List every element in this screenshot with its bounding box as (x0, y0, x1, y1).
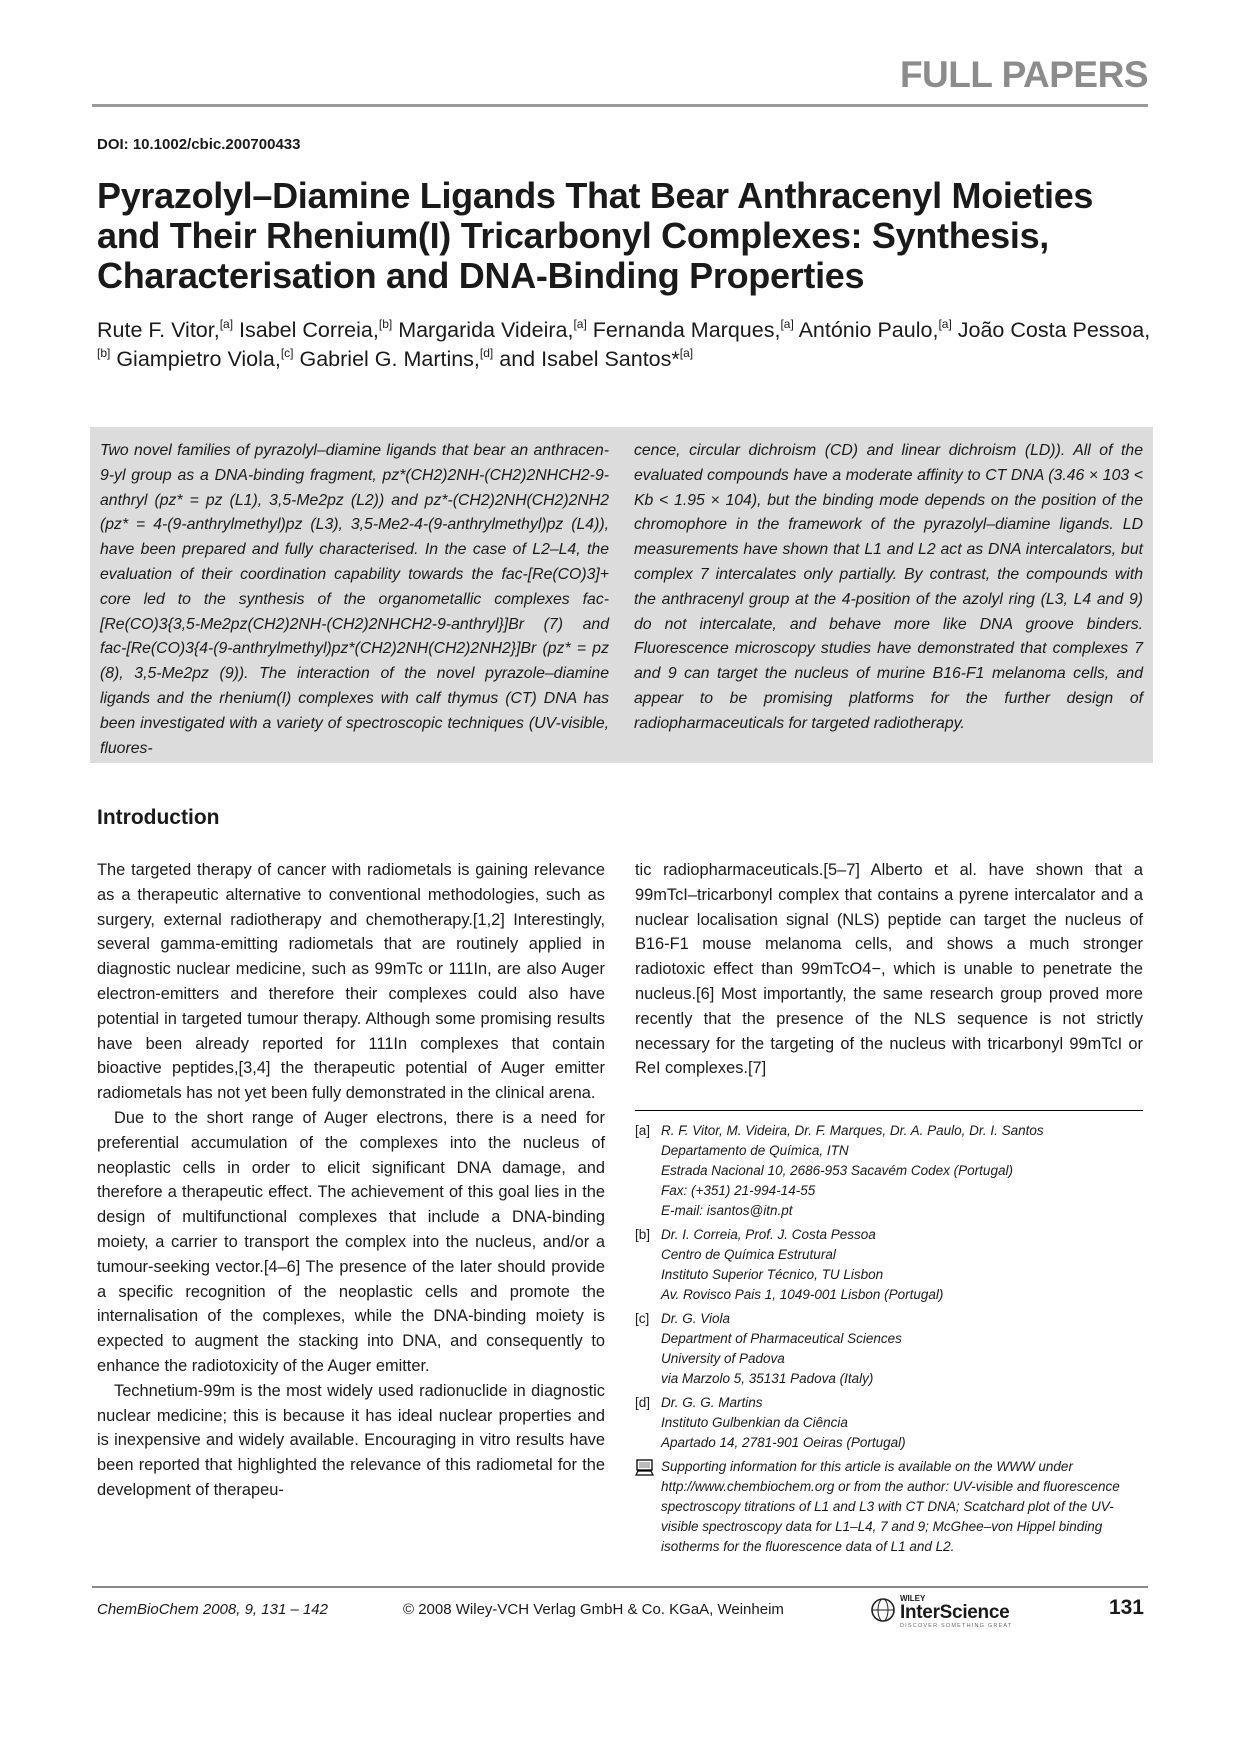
doi[interactable]: DOI: 10.1002/cbic.200700433 (97, 136, 301, 153)
abstract-column-1: Two novel families of pyrazolyl–diamine ligands that bear an anthracen-9-yl group as a DNA-binding fragment, pz*(CH2)2NH-(CH2)2NHCH2-9-anthryl (pz* = pz (L1), 3,5-Me2pz (L2)) and pz*-(CH2)2NH(CH2)2NH2 (pz* = 4-(9-anthrylmethyl)pz (L3), 3,5-Me2-4-(9-anthrylmethyl)pz (L4)), have been prepared and fully characterised. In the case of L2–L4, the evaluation of their coordination capability towards the fac-[Re(CO)3]+ core led to the synthesis of the organometallic complexes fac-[Re(CO)3{3,5-Me2pz(CH2)2NH-(CH2)2NHCH2-9-anthryl}]Br (7) and fac-[Re(CO)3{4-(9-anthrylmethyl)pz*(CH2)2NH(CH2)2NH2}]Br (pz* = pz (8), 3,5-Me2pz (9)). The interaction of the novel pyrazole–diamine ligands and the rhenium(I) complexes with calf thymus (CT) DNA has been investigated with a variety of spectroscopic techniques (UV-visible, fluores- (100, 442, 609, 757)
affiliation-line: Departamento de Química, ITN (661, 1143, 849, 1158)
affiliation-line: Dr. G. Viola (661, 1311, 731, 1326)
author-affiliation-mark: [a] (938, 317, 952, 331)
author-list (97, 316, 1157, 374)
section-heading: FULL PAPERS (899, 54, 1148, 95)
author-affiliation-mark: [a] (219, 317, 234, 331)
affiliation-key: [b] (635, 1227, 651, 1242)
affiliation-line: Apartado 14, 2781-901 Oeiras (Portugal) (661, 1435, 906, 1450)
email-link[interactable]: E-mail: isantos@itn.pt (661, 1203, 793, 1218)
paragraph: Technetium-99m is the most widely used radionuclide in diagnostic nuclear medicine; this is because it has ideal nuclear properties and is inexpensive and widely available. Encouraging in vitro results have been reported that highlighted the relevance of this radiometal for the development of therapeu- (97, 1381, 605, 1499)
abstract-column-2: cence, circular dichroism (CD) and linear dichroism (LD)). All of the evaluated compounds have a moderate affinity to CT DNA (3.46 × 103 < Kb < 1.95 × 104), but the binding mode depends on the position of the chromophore in the framework of the pyrazolyl–diamine ligands. LD measurements have shown that L1 and L2 act as DNA intercalators, but complex 7 intercalates only partially. By contrast, the compounds with the anthracenyl group at the 4-position of the azolyl ring (L3, L4 and 9) do not intercalate, and behave more like DNA groove binders. Fluorescence microscopy studies have demonstrated that complexes 7 and 9 can target the nucleus of murine B16-F1 melanoma cells, and appear to be promising platforms for the further design of radiopharmaceuticals for targeted radiotherapy. (634, 442, 1143, 732)
affiliation-c (635, 1309, 1143, 1389)
footer-rule (92, 1586, 1148, 1588)
affiliation-line: Fax: (+351) 21-994-14-55 (661, 1183, 816, 1198)
paragraph: The targeted therapy of cancer with radiometals is gaining relevance as a therapeutic alternative to conventional methodologies, such as surgery, external radiotherapy and chemotherapy.[1,2] Interestingly, several gamma-emitting radiometals that are routinely applied in diagnostic nuclear medicine, such as 99mTc or 111In, are also Auger electron-emitters and therefore their complexes could also have potential in targeted tumour therapy. Although some promising results have been already reported for 111In complexes that contain bioactive peptides,[3,4] the therapeutic potential of Auger emitter radiometals has not yet been fully demonstrated in the clinical arena. (97, 861, 605, 1103)
globe-icon (870, 1597, 896, 1628)
abstract-box (90, 427, 1153, 763)
affiliation-key: [d] (635, 1395, 651, 1410)
author: João Costa Pessoa,[b] (97, 318, 1151, 360)
copyright: © 2008 Wiley-VCH Verlag GmbH & Co. KGaA, Weinheim (403, 1601, 784, 1618)
supporting-information (635, 1457, 1143, 1557)
affiliation-line: Estrada Nacional 10, 2686-953 Sacavém Codex (Portugal) (661, 1163, 1013, 1178)
logo-tagline: DISCOVER SOMETHING GREAT (900, 1623, 1013, 1629)
introduction-heading: Introduction (97, 806, 220, 829)
author-affiliation-mark: [a] (573, 317, 587, 331)
affiliations (635, 1121, 1143, 1557)
footnote-rule (635, 1110, 1143, 1111)
author-affiliation-mark: [b] (378, 317, 393, 331)
computer-icon (635, 1457, 661, 1557)
logo-publisher: WILEY (900, 1594, 926, 1603)
header-rule (92, 104, 1148, 107)
author: Giampietro Viola,[c] (116, 346, 294, 371)
logo-name: InterScience (900, 1602, 1010, 1623)
author: António Paulo,[a] (798, 317, 952, 342)
affiliation-line: Av. Rovisco Pais 1, 1049-001 Lisbon (Portugal) (661, 1287, 944, 1302)
author: Fernanda Marques,[a] (592, 317, 794, 342)
author: and Isabel Santos*[a] (499, 346, 694, 371)
affiliation-line: Department of Pharmaceutical Sciences (661, 1331, 902, 1346)
interscience-logo[interactable] (870, 1594, 1012, 1630)
body-right-column (635, 858, 1143, 1081)
author-affiliation-mark: [c] (280, 346, 294, 360)
author: Gabriel G. Martins,[d] (299, 346, 494, 371)
affiliation-line: University of Padova (661, 1351, 785, 1366)
article-title: Pyrazolyl–Diamine Ligands That Bear Anthracenyl Moieties and Their Rhenium(I) Tricarbonyl Complexes: Synthesis, Characterisation and DNA-Binding Properties (97, 175, 1094, 296)
author-affiliation-mark: [d] (479, 346, 494, 360)
affiliation-line: Dr. I. Correia, Prof. J. Costa Pessoa (661, 1227, 876, 1242)
page-number: 131 (1108, 1596, 1144, 1619)
affiliation-line: Instituto Gulbenkian da Ciência (661, 1415, 848, 1430)
author: Rute F. Vitor,[a] (97, 317, 234, 342)
journal-citation: ChemBioChem 2008, 9, 131 – 142 (97, 1601, 328, 1618)
paragraph: Due to the short range of Auger electrons, there is a need for preferential accumulation of the complexes into the nucleus of neoplastic cells in order to elicit significant DNA damage, and therefore a therapeutic effect. The achievement of this goal lies in the design of multifunctional complexes that include a DNA-binding moiety, a carrier to transport the complex into the nucleus, and/or a tumour-seeking vector.[4–6] The presence of the later should provide a specific recognition of the neoplastic cells and promote the internalisation of the complexes, while the DNA-binding moiety is expected to augment the stacking into DNA, and consequently to enhance the radiotoxicity of the Auger emitter. (97, 1108, 605, 1375)
affiliation-line: via Marzolo 5, 35131 Padova (Italy) (661, 1371, 874, 1386)
supporting-info-text: Supporting information for this article is available on the WWW under http://www.chembiochem.org or from the author: UV-visible and fluorescence spectroscopy titrations of L1 and L3 with CT DNA; Scatchard plot of the UV-visible spectroscopy data for L1–L4, 7 and 9; McGhee–von Hippel binding isotherms for the fluorescence data of L1 and L2. (661, 1459, 1120, 1554)
affiliation-key: [c] (635, 1311, 650, 1326)
paragraph: tic radiopharmaceuticals.[5–7] Alberto et al. have shown that a 99mTcI–tricarbonyl complex that contains a pyrene intercalator and a nuclear localisation signal (NLS) peptide can target the nucleus of B16-F1 mouse melanoma cells, and shows a much stronger radiotoxic effect than 99mTcO4−, which is unable to penetrate the nucleus.[6] Most importantly, the same research group proved more recently that the presence of the NLS sequence is not strictly necessary for the targeting of the nucleus with tricarbonyl 99mTcI or ReI complexes.[7] (635, 861, 1143, 1078)
affiliation-b (635, 1225, 1143, 1305)
author-affiliation-mark: [a] (780, 317, 794, 331)
affiliation-line: Centro de Química Estrutural (661, 1247, 836, 1262)
affiliation-key: [a] (635, 1123, 651, 1138)
affiliation-d (635, 1393, 1143, 1453)
affiliation-a (635, 1121, 1143, 1221)
affiliation-line: Instituto Superior Técnico, TU Lisbon (661, 1267, 884, 1282)
author-affiliation-mark: [a] (679, 346, 694, 360)
body-left-column (97, 858, 605, 1503)
author: Isabel Correia,[b] (239, 317, 393, 342)
author: Margarida Videira,[a] (398, 317, 587, 342)
affiliation-line: R. F. Vitor, M. Videira, Dr. F. Marques, Dr. A. Paulo, Dr. I. Santos (661, 1123, 1044, 1138)
affiliation-line: Dr. G. G. Martins (661, 1395, 763, 1410)
author-affiliation-mark: [b] (97, 346, 111, 360)
